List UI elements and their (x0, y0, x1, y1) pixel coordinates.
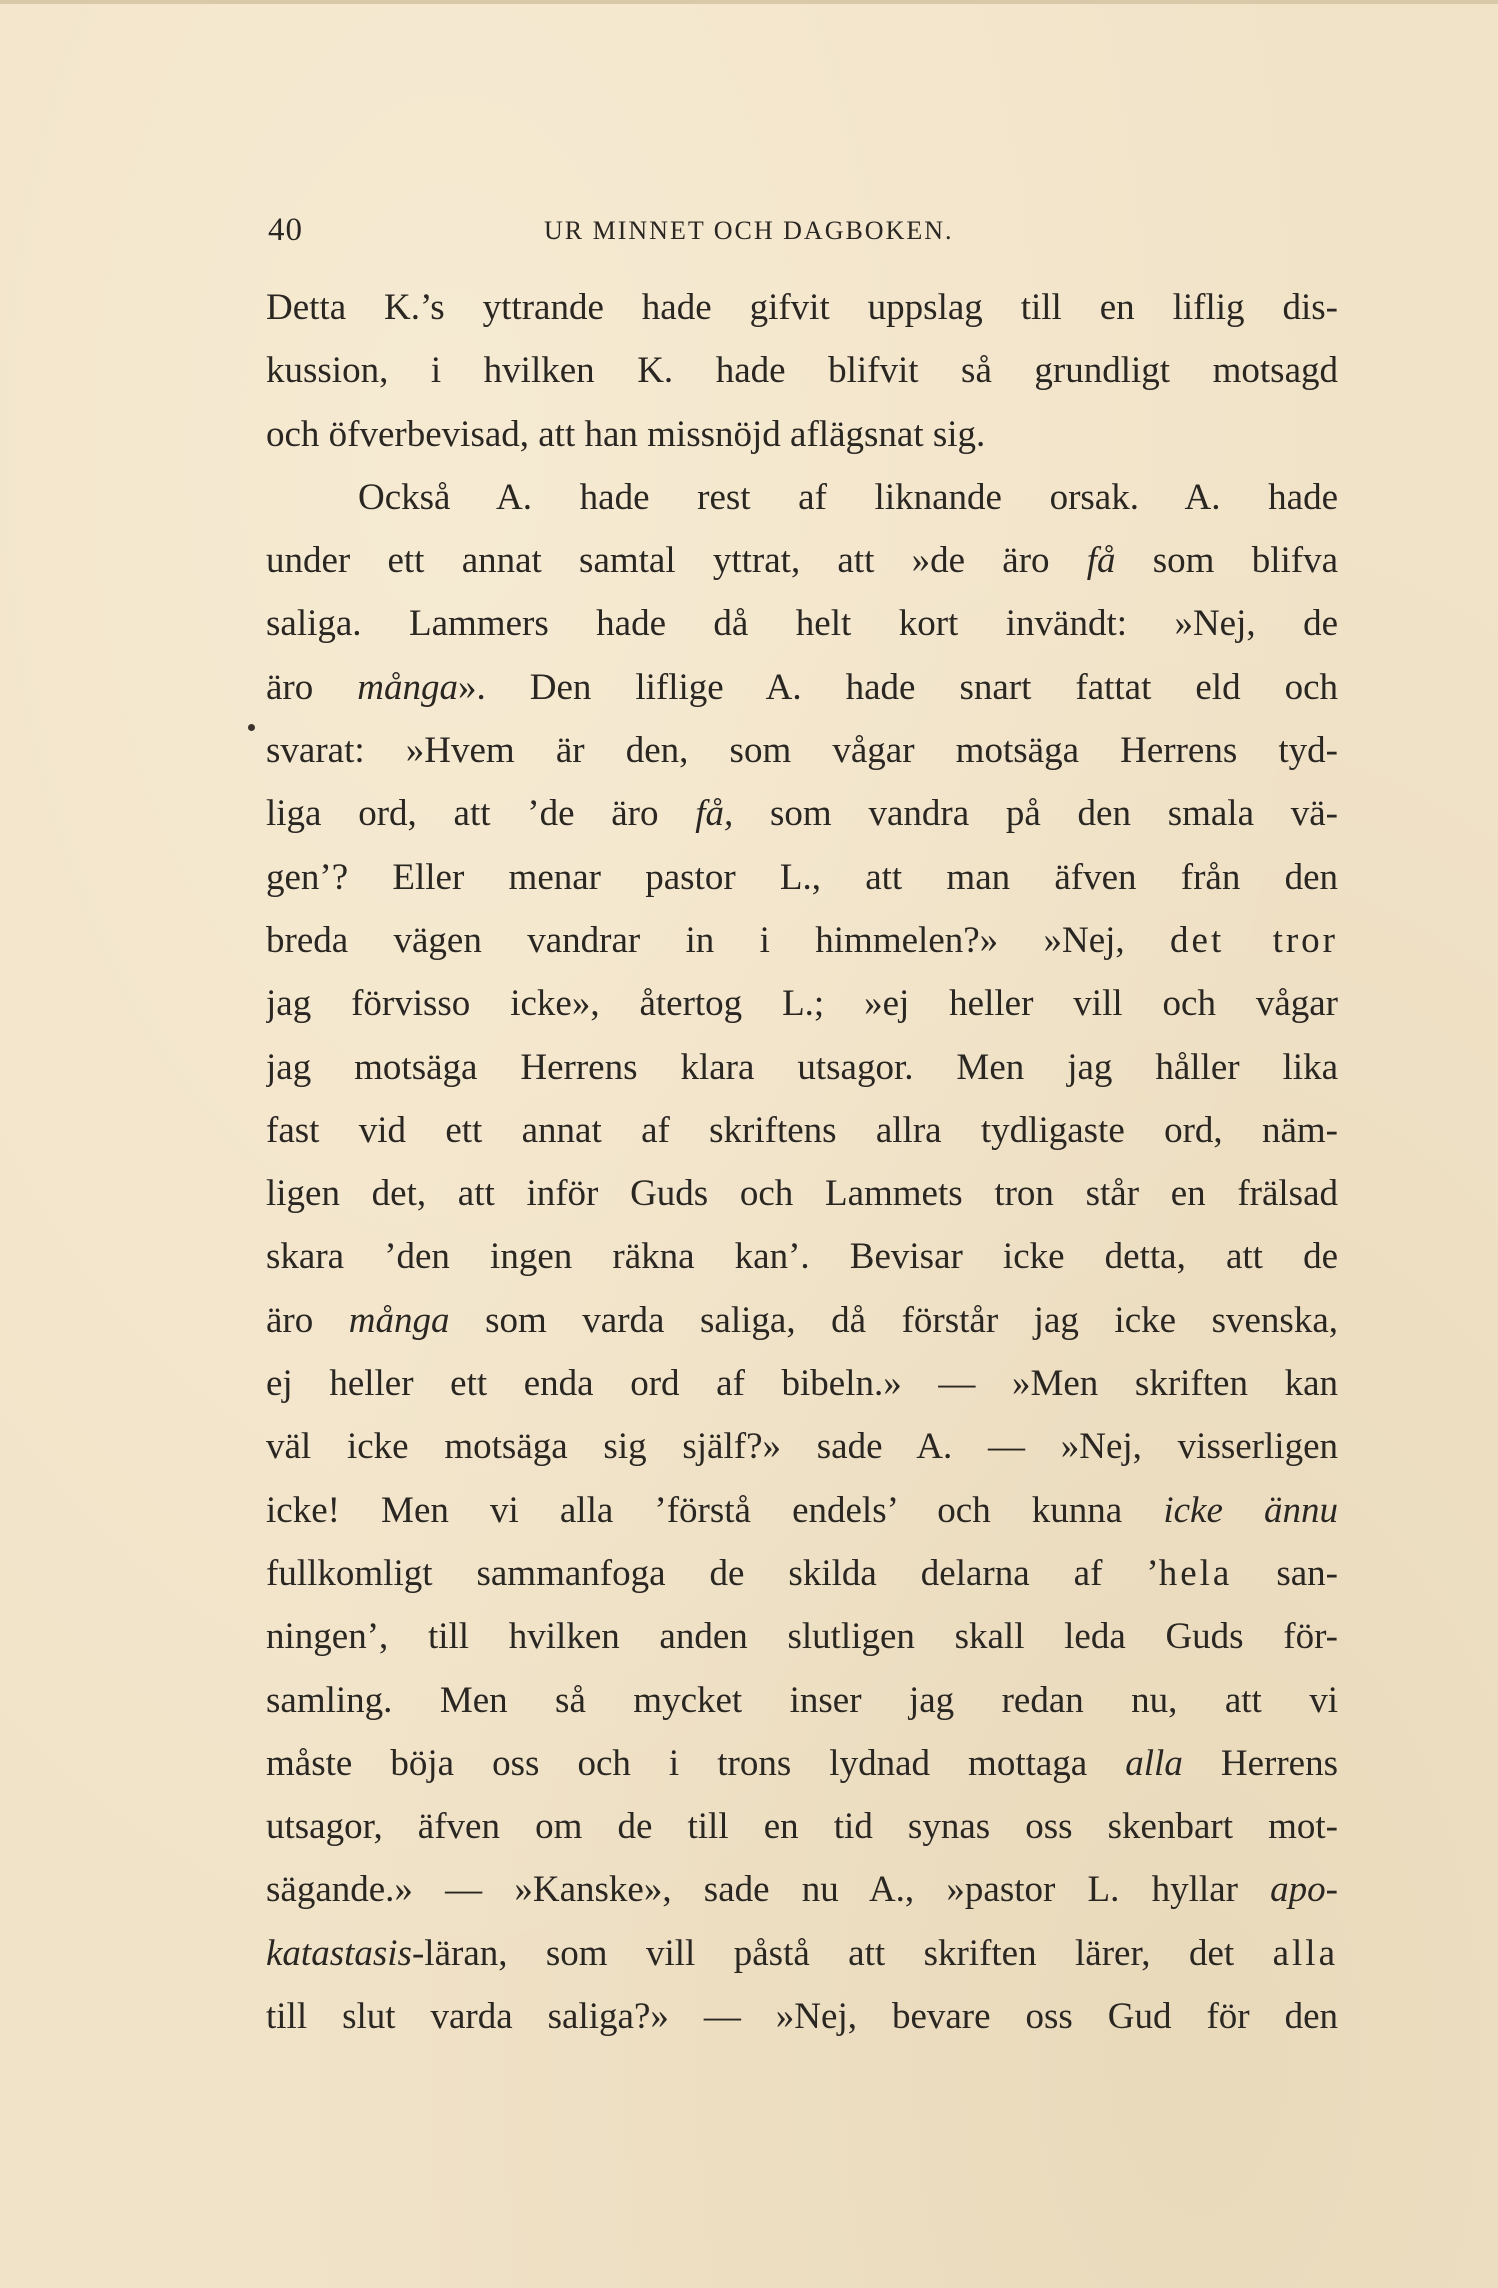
text-segment: svarat: »Hvem är den, som vågar motsäga Herrens tyd- (266, 730, 1338, 772)
text-segment: som vandra på den smala vä- (733, 793, 1338, 835)
text-line (266, 1542, 1338, 1605)
text-segment: ». Den liflige A. hade snart fattat eld och (457, 666, 1338, 708)
page-top-edge (0, 0, 1498, 4)
text-segment: jag förvisso icke», återtog L.; »ej heller vill och vågar (266, 983, 1338, 1025)
text-segment: saliga. Lammers hade då helt kort invändt: »Nej, de (266, 603, 1338, 645)
italic-text: få (1086, 540, 1116, 582)
text-segment: gen’? Eller menar pastor L., att man äfven från den (266, 856, 1338, 898)
text-segment: samling. Men så mycket inser jag redan nu, att vi (266, 1679, 1338, 1721)
text-segment: och öfverbevisad, att han missnöjd aflägsnat sig. (266, 413, 986, 455)
text-segment: fullkomligt sammanfoga de skilda delarna af ’ (266, 1552, 1159, 1594)
ink-speck (248, 724, 255, 731)
text-segment: liga ord, att ’de äro (266, 793, 696, 835)
text-segment: jag motsäga Herrens klara utsagor. Men jag håller lika (266, 1046, 1338, 1088)
italic-text: katastasis (266, 1932, 412, 1974)
body-text (266, 276, 1338, 2048)
italic-text: apo- (1270, 1869, 1338, 1911)
text-segment: breda vägen vandrar in i himmelen?» »Nej, (266, 919, 1171, 961)
text-segment: Herrens (1182, 1742, 1338, 1784)
text-line (266, 529, 1338, 592)
text-segment: ningen’, till hvilken anden slutligen skall leda Guds för- (266, 1616, 1338, 1658)
text-line (266, 1795, 1338, 1858)
text-line (266, 1415, 1338, 1478)
text-segment: Detta K.’s yttrande hade gifvit uppslag till en liflig dis- (266, 287, 1338, 328)
text-segment: som blifva (1115, 540, 1338, 582)
text-line (266, 592, 1338, 655)
text-line (266, 1352, 1338, 1415)
text-segment: san- (1232, 1552, 1338, 1594)
text-line (266, 1922, 1338, 1985)
text-segment: kussion, i hvilken K. hade blifvit så grundligt motsagd (266, 350, 1338, 392)
page-header (268, 212, 1338, 252)
text-segment: under ett annat samtal yttrat, att »de äro (266, 540, 1087, 582)
text-line (266, 719, 1338, 782)
text-segment: -läran, som vill påstå att skriften lärer, det (411, 1932, 1273, 1974)
text-line (266, 846, 1338, 909)
text-segment: Också A. hade rest af liknande orsak. A. hade (358, 476, 1338, 518)
emphasized-text: alla (1272, 1932, 1338, 1974)
text-line (266, 403, 1338, 466)
text-segment: äro (266, 1299, 349, 1341)
text-line (266, 782, 1338, 845)
text-line (266, 1605, 1338, 1668)
italic-text: många (348, 1299, 450, 1341)
text-segment: väl icke motsäga sig själf?» sade A. — »Nej, visserligen (266, 1426, 1338, 1468)
text-line (266, 909, 1338, 972)
text-line (266, 1858, 1338, 1921)
text-line (266, 339, 1338, 402)
text-line (266, 1669, 1338, 1732)
text-line (266, 1162, 1338, 1225)
italic-text: icke ännu (1163, 1489, 1338, 1531)
text-segment: äro (266, 666, 358, 708)
text-segment: måste böja oss och i trons lydnad mottaga (266, 1742, 1126, 1784)
text-line (266, 972, 1338, 1035)
text-line (266, 1225, 1338, 1288)
text-line (266, 1985, 1338, 2048)
italic-text: alla (1125, 1742, 1183, 1784)
text-segment: skara ’den ingen räkna kan’. Bevisar icke detta, att de (266, 1236, 1338, 1278)
text-line (266, 1099, 1338, 1162)
text-segment: som varda saliga, då förstår jag icke svenska, (449, 1299, 1338, 1341)
emphasized-text: det tror (1170, 919, 1338, 961)
text-line (266, 276, 1338, 339)
emphasized-text: hela (1158, 1552, 1233, 1594)
text-line (266, 1732, 1338, 1795)
text-segment: icke! Men vi alla ’förstå endels’ och kunna (266, 1489, 1164, 1531)
text-segment: ej heller ett enda ord af bibeln.» — »Men skriften kan (266, 1363, 1338, 1405)
text-segment: sägande.» — »Kanske», sade nu A., »pastor L. hyllar (266, 1869, 1271, 1911)
text-line (266, 1479, 1338, 1542)
page-number: 40 (268, 212, 303, 248)
running-title: UR MINNET OCH DAGBOKEN. (544, 216, 954, 245)
italic-text: många (357, 666, 458, 708)
text-segment: ligen det, att inför Guds och Lammets tron står en frälsad (266, 1173, 1338, 1215)
text-line (266, 1036, 1338, 1099)
italic-text: få, (695, 793, 734, 835)
text-line (266, 1289, 1338, 1352)
text-segment: fast vid ett annat af skriftens allra tydligaste ord, näm- (266, 1109, 1338, 1151)
text-line (266, 466, 1338, 529)
text-segment: till slut varda saliga?» — »Nej, bevare oss Gud för den (266, 1996, 1338, 2038)
text-segment: utsagor, äfven om de till en tid synas oss skenbart mot- (266, 1806, 1338, 1848)
text-line (266, 656, 1338, 719)
